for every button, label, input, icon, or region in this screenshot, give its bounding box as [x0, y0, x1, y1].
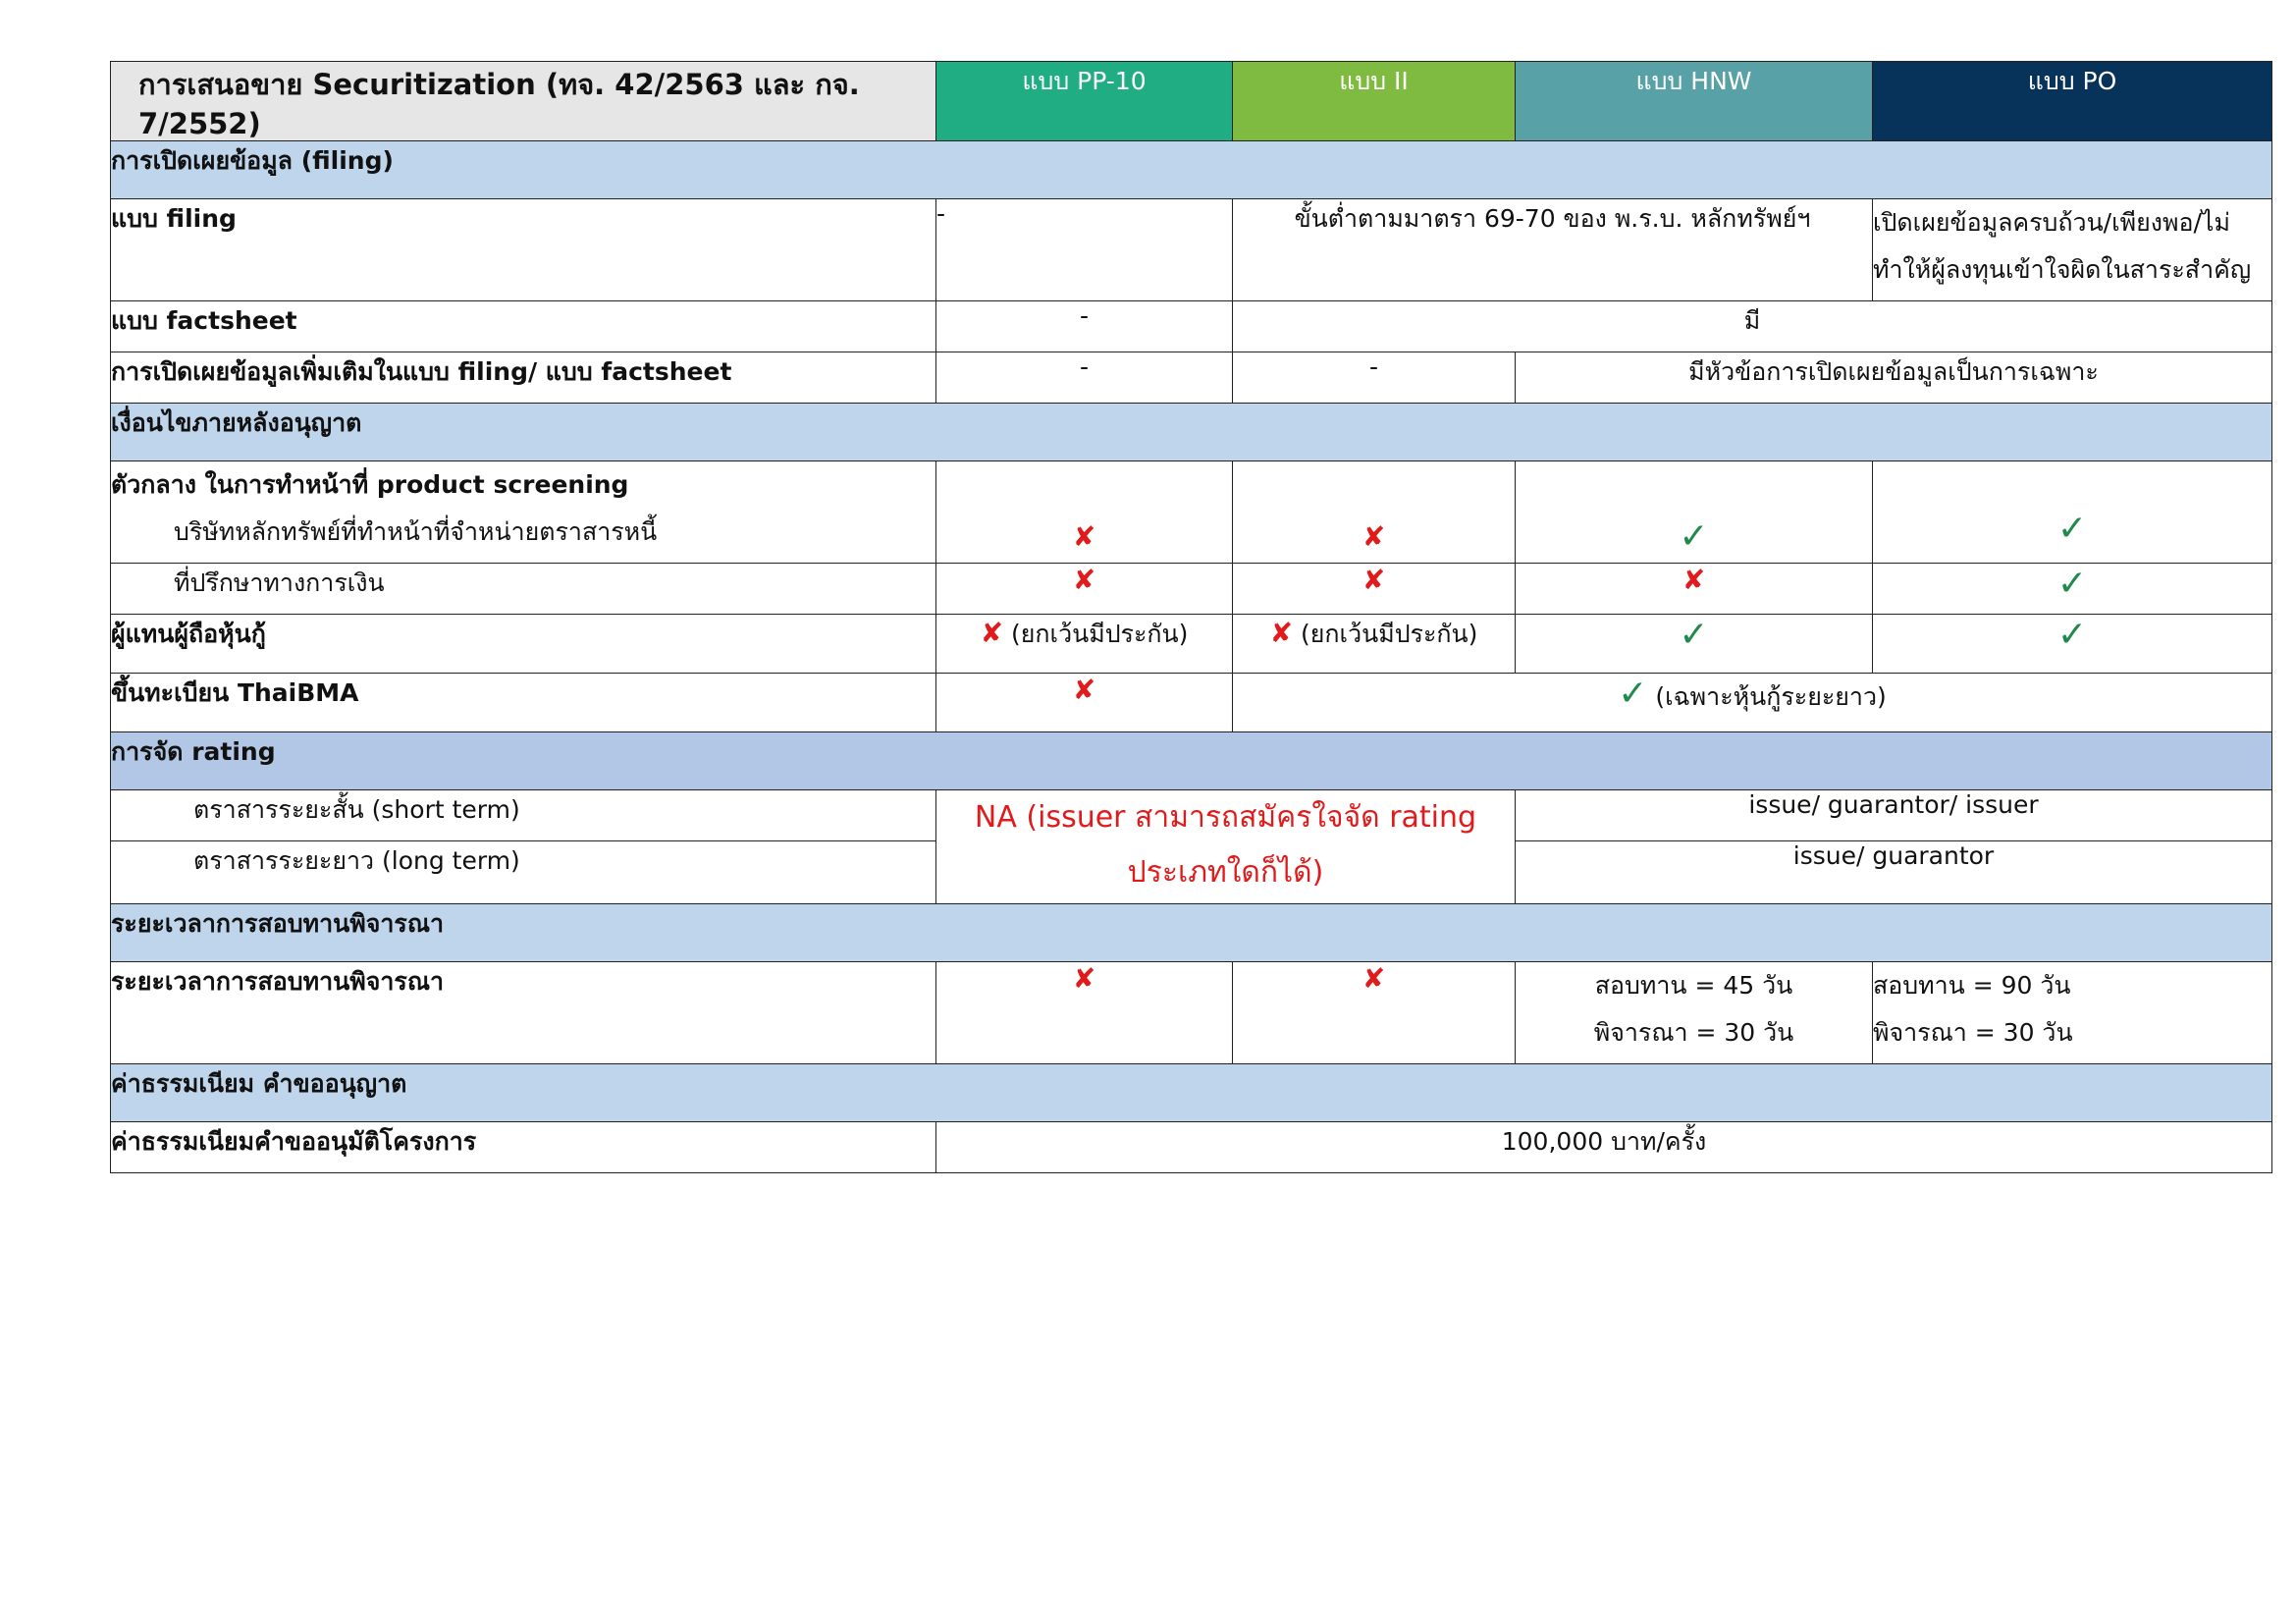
row-label-fee: ค่าธรรมเนียมคำขออนุมัติโครงการ — [111, 1122, 936, 1173]
section-row-rating — [111, 732, 2272, 790]
cell-pp10 — [936, 615, 1233, 674]
table-row — [111, 1122, 2272, 1173]
cell-ii-hnw: ขั้นต่ำตามมาตรา 69-70 ของ พ.ร.บ. หลักทรัพย์ฯ — [1233, 199, 1873, 301]
check-icon: ✓ — [2056, 615, 2088, 655]
row-label-bondholder-rep: ผู้แทนผู้ถือหุ้นกู้ — [111, 615, 936, 674]
cell-ii-hnw-po — [1233, 674, 2272, 732]
cell-hnw — [1516, 615, 1873, 674]
po-review-line-1: สอบทาน = 90 วัน — [1873, 971, 2071, 1000]
cell-po — [1873, 615, 2272, 674]
cell-pp10 — [936, 461, 1233, 564]
cross-icon: ✘ — [1072, 520, 1096, 553]
table-row — [111, 461, 2272, 564]
section-title-review: ระยะเวลาการสอบทานพิจารณา — [111, 904, 2272, 962]
po-review-line-2: พิจารณา = 30 วัน — [1873, 1018, 2073, 1047]
cell-pp10: - — [936, 301, 1233, 352]
cell-pp10 — [936, 674, 1233, 732]
section-row-conditions — [111, 404, 2272, 461]
cell-ii — [1233, 461, 1516, 564]
table-row — [111, 790, 2272, 841]
table-row — [111, 352, 2272, 404]
cross-icon: ✘ — [980, 617, 1004, 649]
section-row-filing — [111, 141, 2272, 199]
hnw-review-line-1: สอบทาน = 45 วัน — [1594, 971, 1793, 1000]
table-title: การเสนอขาย Securitization (ทจ. 42/2563 และ กจ. 7/2552) — [111, 62, 936, 141]
cell-hnw — [1516, 564, 1873, 615]
table-row — [111, 301, 2272, 352]
table-row — [111, 962, 2272, 1064]
header-row — [111, 62, 2272, 141]
cell-ii — [1233, 564, 1516, 615]
cell-po — [1873, 461, 2272, 564]
cell-pp10: - — [936, 352, 1233, 404]
cross-icon: ✘ — [1269, 617, 1294, 649]
cross-icon: ✘ — [1072, 564, 1096, 596]
broker-label: บริษัทหลักทรัพย์ที่ทำหน้าที่จำหน่ายตราสารหนี้ — [174, 517, 658, 546]
cell-hnw-po: มีหัวข้อการเปิดเผยข้อมูลเป็นการเฉพาะ — [1516, 352, 2272, 404]
check-icon: ✓ — [1679, 516, 1709, 557]
table-row — [111, 199, 2272, 301]
table-row — [111, 615, 2272, 674]
cell-po-line-2: ทำให้ผู้ลงทุนเข้าใจผิดในสาระสำคัญ — [1873, 255, 2252, 284]
cell-long-term-value: issue/ guarantor — [1516, 841, 2272, 904]
cross-icon: ✘ — [1072, 674, 1096, 706]
section-title-fee: ค่าธรรมเนียม คำขออนุญาต — [111, 1064, 2272, 1122]
bondholder-note: (ยกเว้นมีประกัน) — [1301, 620, 1478, 648]
row-label-factsheet: แบบ factsheet — [111, 301, 936, 352]
cross-icon: ✘ — [1362, 962, 1386, 995]
row-label-thaibma: ขึ้นทะเบียน ThaiBMA — [111, 674, 936, 732]
check-icon: ✓ — [2056, 509, 2088, 549]
rating-na-line-2: ประเภทใดก็ได้) — [1127, 855, 1324, 890]
cell-po — [1873, 199, 2272, 301]
section-title-conditions: เงื่อนไขภายหลังอนุญาต — [111, 404, 2272, 461]
row-label-additional-disclosure: การเปิดเผยข้อมูลเพิ่มเติมในแบบ filing/ แบบ factsheet — [111, 352, 936, 404]
cross-icon: ✘ — [1362, 520, 1386, 553]
row-label-screening — [111, 461, 936, 564]
cell-rating-na — [936, 790, 1516, 904]
cell-ii-hnw-po: มี — [1233, 301, 2272, 352]
cross-icon: ✘ — [1072, 962, 1096, 995]
section-row-review — [111, 904, 2272, 962]
row-label-long-term: ตราสารระยะยาว (long term) — [111, 841, 936, 904]
screening-label: ตัวกลาง ในการทำหน้าที่ product screening — [111, 470, 629, 499]
cell-short-term-value: issue/ guarantor/ issuer — [1516, 790, 2272, 841]
cell-pp10: - — [936, 199, 1233, 301]
cell-pp10 — [936, 564, 1233, 615]
cell-po-line-1: เปิดเผยข้อมูลครบถ้วน/เพียงพอ/ไม่ — [1873, 208, 2230, 237]
col-header-po: แบบ PO — [1873, 62, 2272, 141]
cell-ii — [1233, 962, 1516, 1064]
cell-pp10 — [936, 962, 1233, 1064]
cell-po — [1873, 962, 2272, 1064]
check-icon: ✓ — [1618, 674, 1648, 714]
cross-icon: ✘ — [1682, 564, 1706, 596]
col-header-pp10: แบบ PP-10 — [936, 62, 1233, 141]
cell-ii: - — [1233, 352, 1516, 404]
hnw-review-line-2: พิจารณา = 30 วัน — [1593, 1018, 1794, 1047]
cell-hnw — [1516, 962, 1873, 1064]
bondholder-note: (ยกเว้นมีประกัน) — [1011, 620, 1189, 648]
comparison-table — [110, 61, 2272, 1173]
row-label-short-term: ตราสารระยะสั้น (short term) — [111, 790, 936, 841]
table-row — [111, 674, 2272, 732]
table-row — [111, 564, 2272, 615]
section-title-filing: การเปิดเผยข้อมูล (filing) — [111, 141, 2272, 199]
section-row-fee — [111, 1064, 2272, 1122]
cell-hnw — [1516, 461, 1873, 564]
check-icon: ✓ — [1679, 615, 1709, 655]
rating-na-line-1: NA (issuer สามารถสมัครใจจัด rating — [974, 800, 1477, 835]
row-label-filing-form: แบบ filing — [111, 199, 936, 301]
row-label-advisor: ที่ปรึกษาทางการเงิน — [111, 564, 936, 615]
check-icon: ✓ — [2056, 564, 2088, 604]
cross-icon: ✘ — [1362, 564, 1386, 596]
row-label-review: ระยะเวลาการสอบทานพิจารณา — [111, 962, 936, 1064]
cell-po — [1873, 564, 2272, 615]
section-title-rating: การจัด rating — [111, 732, 2272, 790]
thaibma-note: (เฉพาะหุ้นกู้ระยะยาว) — [1655, 682, 1887, 711]
cell-ii — [1233, 615, 1516, 674]
col-header-ii: แบบ II — [1233, 62, 1516, 141]
col-header-hnw: แบบ HNW — [1516, 62, 1873, 141]
cell-fee-value: 100,000 บาท/ครั้ง — [936, 1122, 2272, 1173]
